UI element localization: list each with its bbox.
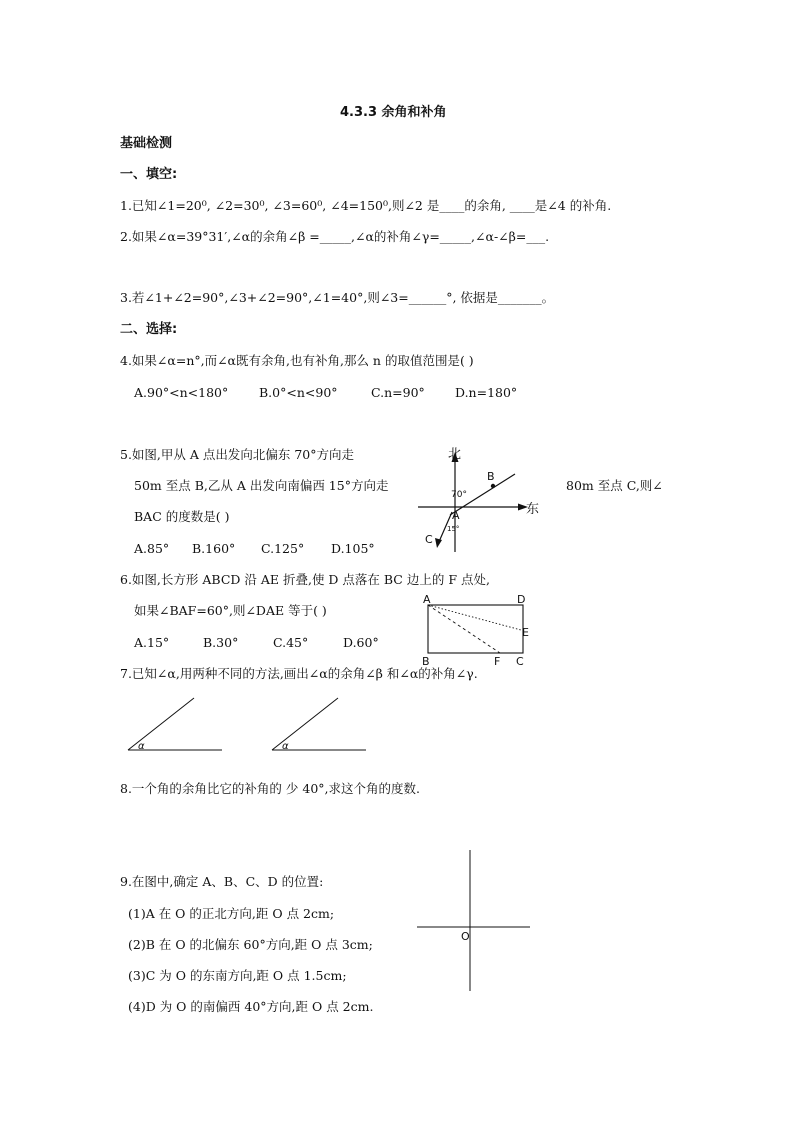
q9-item-3: (3)C 为 O 的东南方向,距 O 点 1.5cm; — [128, 968, 347, 983]
alpha-label-left: α — [138, 741, 145, 752]
q6-option-c: C.45° — [273, 635, 309, 650]
alpha-label-right: α — [282, 741, 289, 752]
q5-option-c: C.125° — [261, 541, 305, 556]
rect-point-d: D — [517, 593, 526, 606]
q4-option-d: D.n=180° — [455, 385, 518, 400]
rect-point-a: A — [423, 593, 431, 606]
q9-item-2: (2)B 在 O 的北偏东 60°方向,距 O 点 3cm; — [128, 937, 373, 952]
section-heading: 基础检测 — [120, 136, 173, 151]
question-2: 2.如果∠α=39°31′,∠α的余角∠β =_____,∠α的补角∠γ=_____,∠α-∠β=___. — [120, 229, 550, 244]
question-6-line2: 如果∠BAF=60°,则∠DAE 等于( ) — [134, 603, 327, 618]
part-heading-choice: 二、选择: — [120, 322, 178, 337]
question-5-line3: BAC 的度数是( ) — [134, 509, 230, 524]
angle-15-label: 15° — [447, 525, 460, 533]
q4-option-c: C.n=90° — [371, 385, 425, 400]
figure-rectangle-6 — [418, 590, 538, 670]
question-8: 8.一个角的余角比它的补角的 少 40°,求这个角的度数. — [120, 781, 420, 796]
q5-option-a: A.85° — [134, 541, 170, 556]
page-title: 4.3.3 余角和补角 — [340, 105, 447, 120]
question-6-line1: 6.如图,长方形 ABCD 沿 AE 折叠,使 D 点落在 BC 边上的 F 点处, — [120, 572, 490, 587]
q4-option-b: B.0°<n<90° — [259, 385, 338, 400]
point-b-label: B — [487, 470, 495, 483]
question-7: 7.已知∠α,用两种不同的方法,画出∠α的余角∠β 和∠α的补角∠γ. — [120, 666, 478, 681]
figure-angle-right — [264, 690, 374, 760]
question-9: 9.在图中,确定 A、B、C、D 的位置: — [120, 874, 324, 889]
rect-point-f: F — [494, 655, 501, 668]
part-heading-fill: 一、填空: — [120, 167, 178, 182]
rect-point-c: C — [516, 655, 524, 668]
question-5-line2b: 80m 至点 C,则∠ — [566, 478, 663, 493]
point-c-label: C — [425, 533, 433, 546]
figure-direction-5 — [410, 440, 560, 560]
q4-option-a: A.90°<n<180° — [134, 385, 229, 400]
rect-point-b: B — [422, 655, 430, 668]
rect-point-e: E — [522, 626, 529, 639]
angle-70-label: 70° — [451, 490, 467, 500]
point-a-label: A — [452, 509, 460, 522]
question-5-line1: 5.如图,甲从 A 点出发向北偏东 70°方向走 — [120, 447, 355, 462]
q5-option-d: D.105° — [331, 541, 375, 556]
q5-option-b: B.160° — [192, 541, 236, 556]
q6-option-b: B.30° — [203, 635, 239, 650]
q6-option-a: A.15° — [134, 635, 170, 650]
question-5-line2: 50m 至点 B,乙从 A 出发向南偏西 15°方向走 — [134, 478, 389, 493]
east-label: 东 — [526, 502, 540, 517]
origin-label: O — [461, 930, 470, 943]
q6-option-d: D.60° — [343, 635, 379, 650]
question-3: 3.若∠1+∠2=90°,∠3+∠2=90°,∠1=40°,则∠3=______°, 依据是_______。 — [120, 290, 555, 305]
north-label: 北 — [448, 447, 462, 462]
figure-angle-left — [120, 690, 230, 760]
question-1: 1.已知∠1=20⁰, ∠2=30⁰, ∠3=60⁰, ∠4=150⁰,则∠2 是____的余角, ____是∠4 的补角. — [120, 198, 612, 213]
figure-axes-9 — [412, 848, 537, 996]
q9-item-4: (4)D 为 O 的南偏西 40°方向,距 O 点 2cm. — [128, 999, 374, 1014]
q9-item-1: (1)A 在 O 的正北方向,距 O 点 2cm; — [128, 906, 335, 921]
question-4: 4.如果∠α=n°,而∠α既有余角,也有补角,那么 n 的取值范围是( ) — [120, 353, 474, 368]
